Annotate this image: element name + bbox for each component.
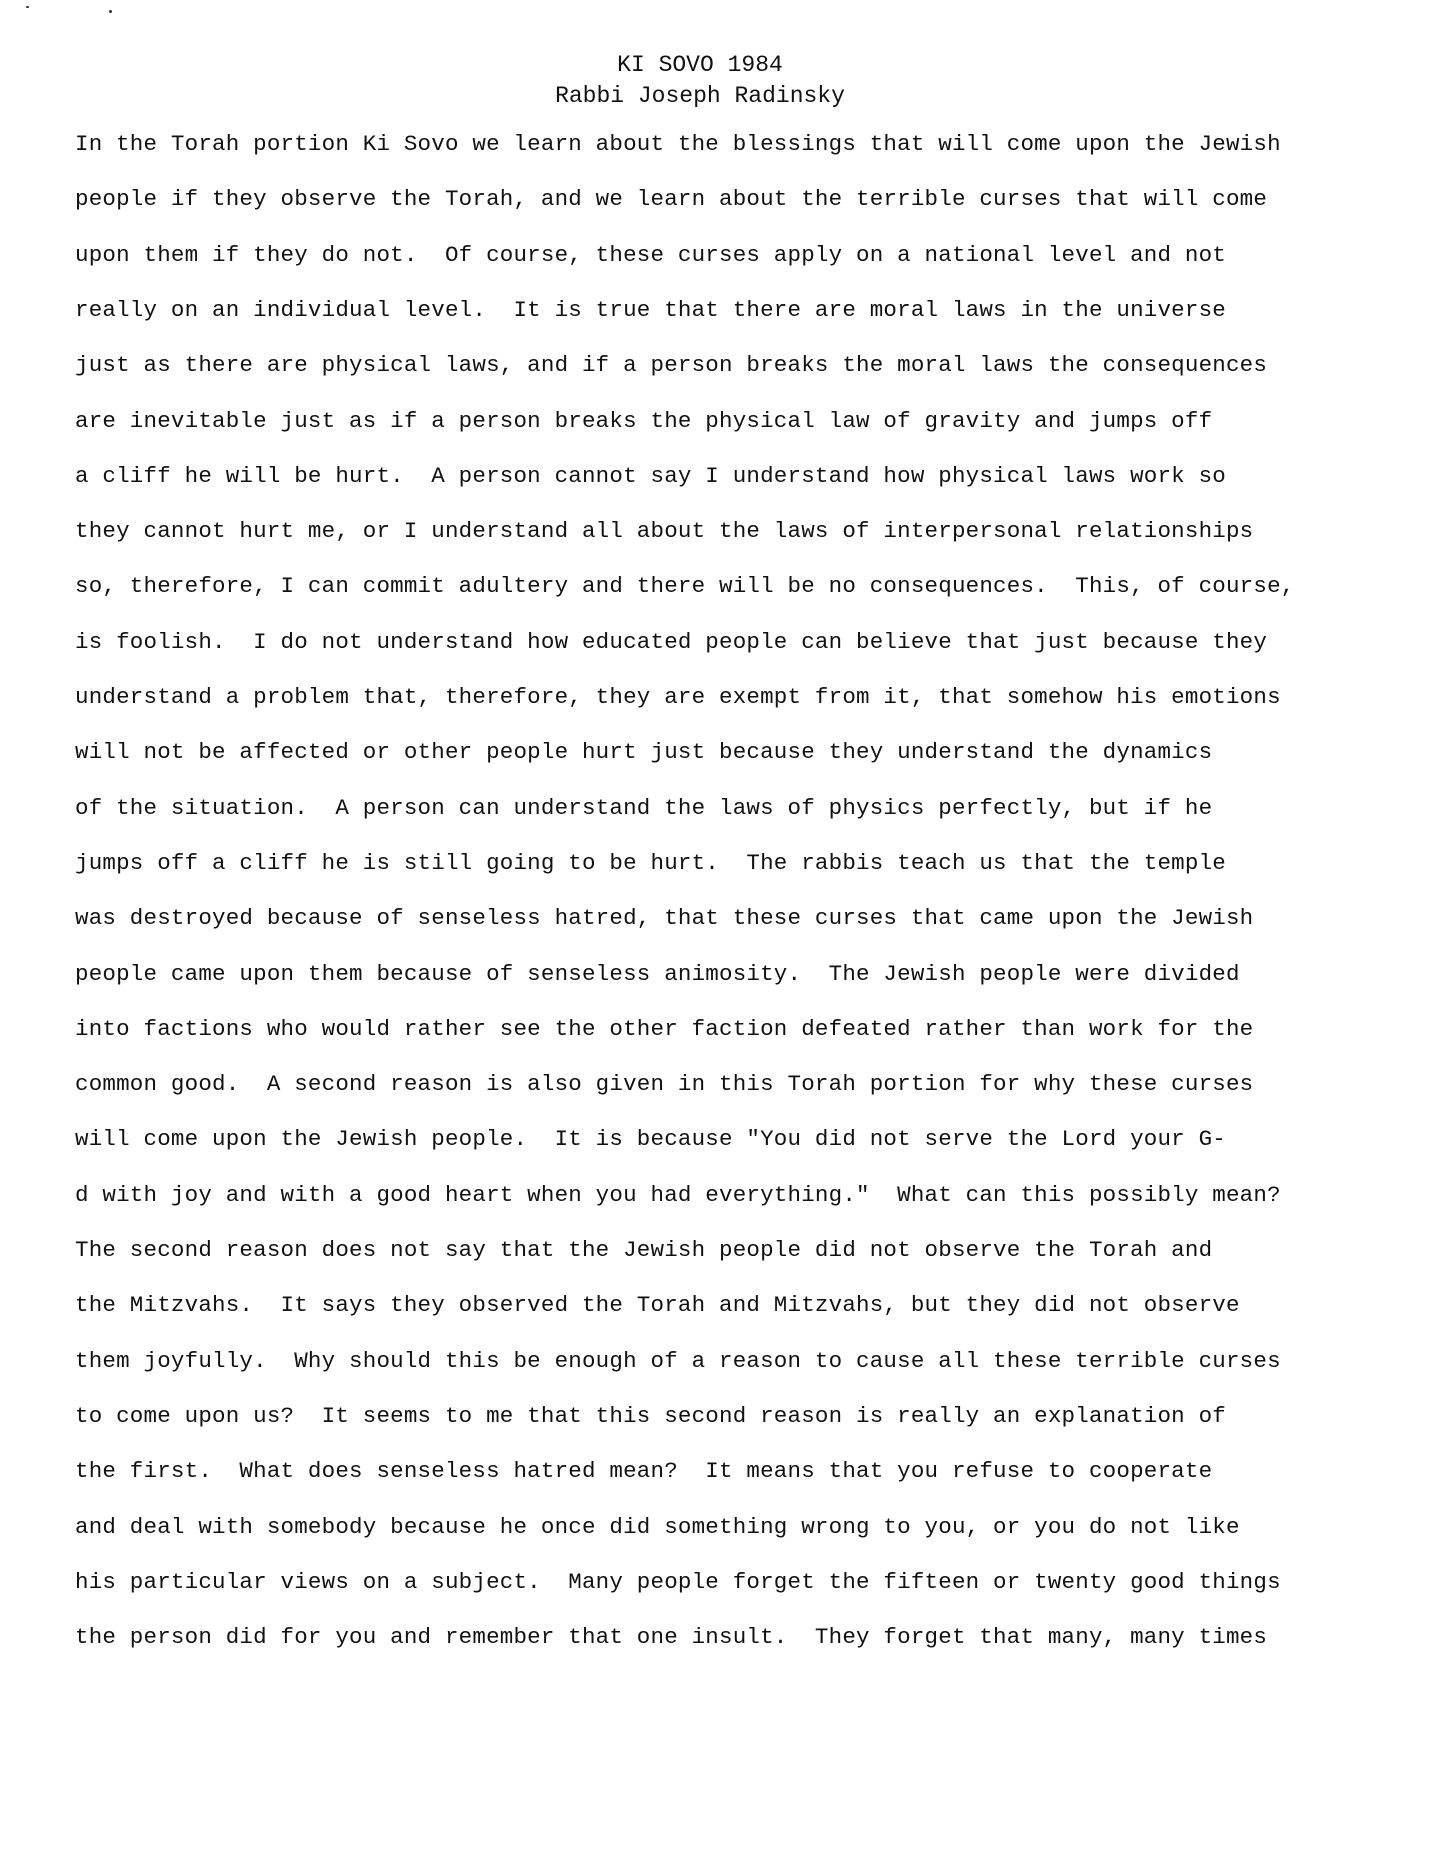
text-line: d with joy and with a good heart when you had everything." What can this possibly mean?	[75, 1181, 1281, 1208]
text-line: the first. What does senseless hatred mean? It means that you refuse to cooperate	[75, 1458, 1213, 1485]
text-line: people came upon them because of senseless animosity. The Jewish people were divided	[75, 960, 1240, 987]
text-line: will not be affected or other people hurt just because they understand the dynamics	[75, 739, 1213, 766]
text-line: just as there are physical laws, and if a person breaks the moral laws the consequences	[75, 352, 1268, 379]
text-line: his particular views on a subject. Many people forget the fifteen or twenty good things	[75, 1568, 1281, 1595]
document-title: KI SOVO 1984	[617, 52, 783, 78]
text-line: they cannot hurt me, or I understand all about the laws of interpersonal relationships	[75, 518, 1254, 545]
text-line: common good. A second reason is also given in this Torah portion for why these curses	[75, 1071, 1254, 1098]
text-line: to come upon us? It seems to me that this second reason is really an explanation of	[75, 1402, 1226, 1429]
text-line: the Mitzvahs. It says they observed the Torah and Mitzvahs, but they did not observe	[75, 1292, 1240, 1319]
text-line: are inevitable just as if a person breaks the physical law of gravity and jumps off	[75, 407, 1213, 434]
text-line: The second reason does not say that the Jewish people did not observe the Torah and	[75, 1237, 1213, 1263]
text-line: will come upon the Jewish people. It is because "You did not serve the Lord your G-	[75, 1126, 1226, 1153]
text-line: upon them if they do not. Of course, these curses apply on a national level and not	[75, 241, 1226, 268]
text-line: of the situation. A person can understand the laws of physics perfectly, but if he	[75, 794, 1213, 821]
text-line: so, therefore, I can commit adultery and there will be no consequences. This, of course,	[75, 573, 1295, 600]
text-line: the person did for you and remember that one insult. They forget that many, many times	[75, 1624, 1268, 1651]
text-line: jumps off a cliff he is still going to be hurt. The rabbis teach us that the temple	[75, 849, 1226, 876]
text-line: was destroyed because of senseless hatred, that these curses that came upon the Jewish	[75, 905, 1254, 932]
text-line: into factions who would rather see the other faction defeated rather than work for the	[75, 1015, 1254, 1042]
document-header	[0, 50, 1400, 112]
text-line: people if they observe the Torah, and we learn about the terrible curses that will come	[75, 186, 1268, 213]
text-line: really on an individual level. It is true that there are moral laws in the universe	[75, 296, 1226, 323]
text-line: understand a problem that, therefore, they are exempt from it, that somehow his emotions	[75, 684, 1281, 710]
text-line: a cliff he will be hurt. A person cannot say I understand how physical laws work so	[75, 462, 1226, 489]
scan-speck	[109, 10, 112, 13]
scan-speck	[26, 6, 29, 8]
text-line: and deal with somebody because he once did something wrong to you, or you do not like	[75, 1513, 1240, 1540]
text-line: is foolish. I do not understand how educated people can believe that just because they	[75, 628, 1268, 655]
text-line: them joyfully. Why should this be enough of a reason to cause all these terrible curses	[75, 1347, 1281, 1374]
text-line: In the Torah portion Ki Sovo we learn about the blessings that will come upon the Jewish	[75, 131, 1281, 157]
document-author: Rabbi Joseph Radinsky	[555, 83, 845, 109]
